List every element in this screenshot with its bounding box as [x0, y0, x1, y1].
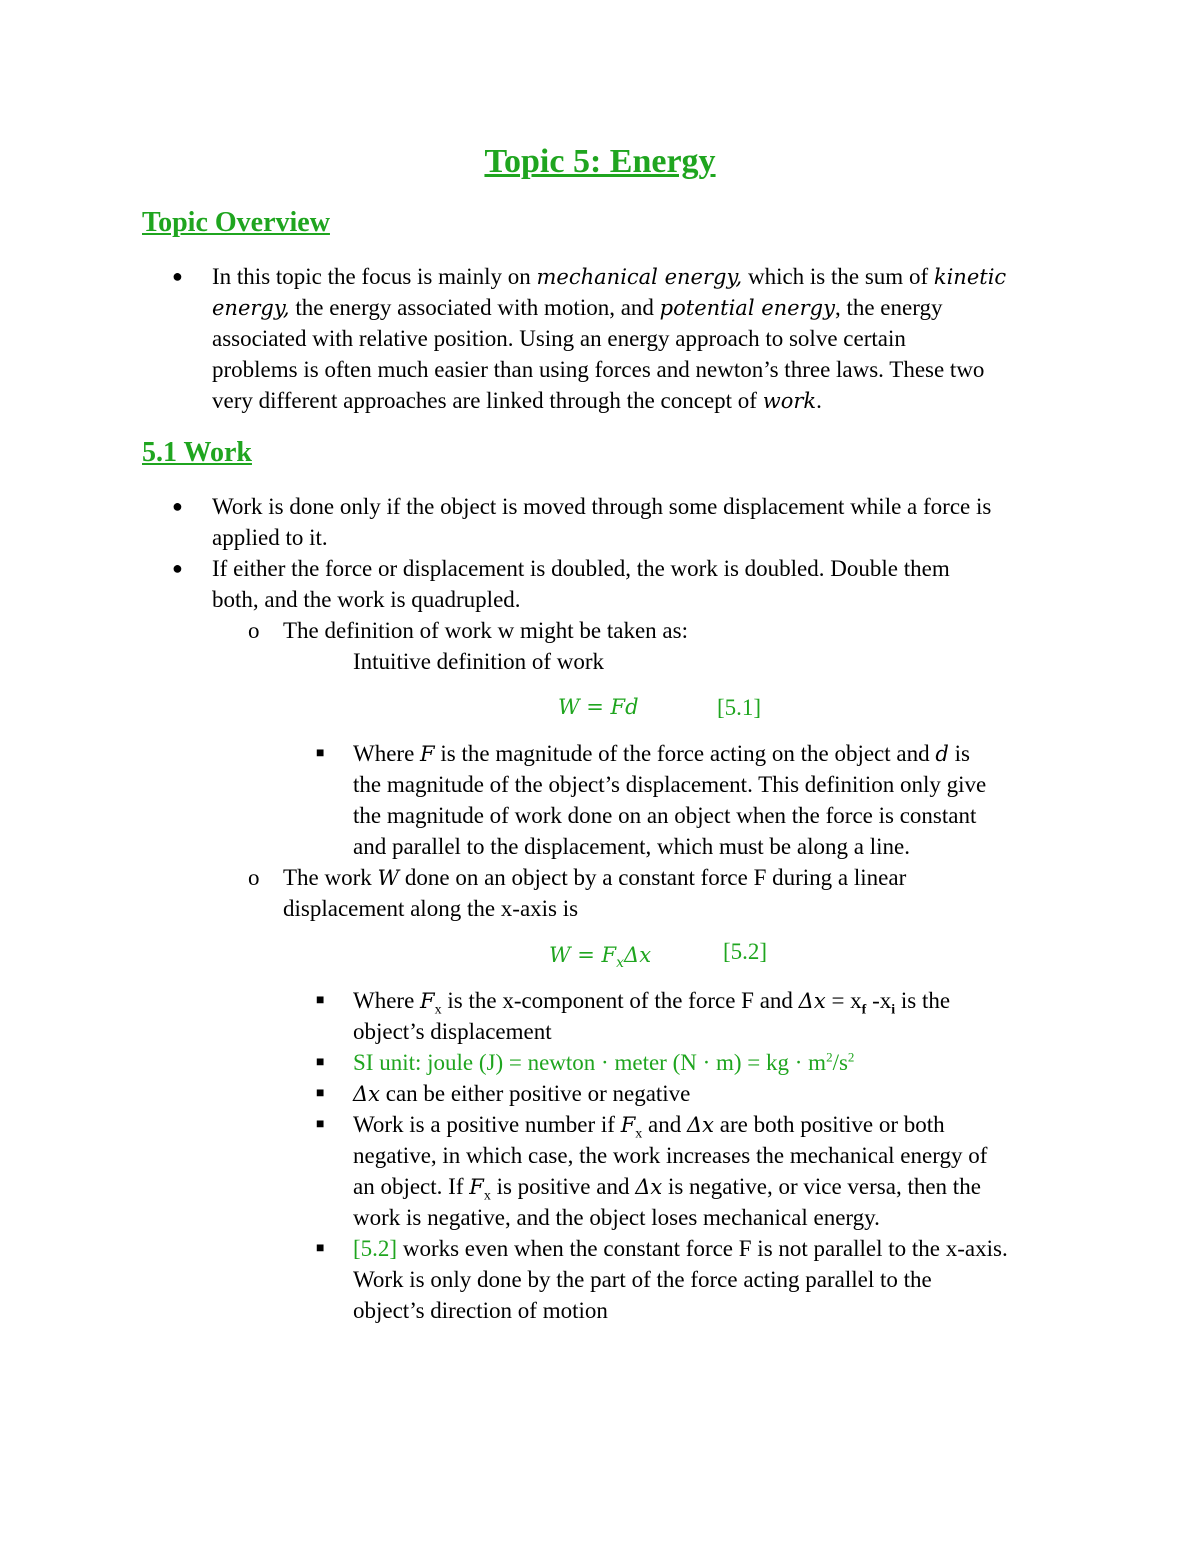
overview-line-1: In this topic the focus is mainly on mechanical energy, which is the sum of kinetic	[212, 264, 1007, 289]
equation-number-5-2: [5.2]	[723, 939, 768, 964]
equation-number-5-1: [5.1]	[717, 695, 762, 720]
where-fx-line-1: Where $F_x$ is the x-component of the force F and $\Delta x = x_f$ $-x_i$ is the	[353, 988, 951, 1018]
where-f-line-3: the magnitude of work done on an object when the force is constant	[353, 803, 977, 828]
definition-line-1: The definition of work w might be taken as:	[283, 618, 688, 643]
work-bullet-1-line-2: applied to it.	[212, 525, 328, 550]
page-title: Topic 5: Energy	[484, 143, 716, 180]
bullet-icon: ●	[172, 266, 183, 286]
work-bullet-1-line-1: Work is done only if the object is moved through some displacement while a force is	[212, 494, 992, 519]
square-bullet-icon: ■	[316, 1055, 325, 1070]
equation-reference-5-2[interactable]: [5.2]	[353, 1236, 398, 1261]
circle-bullet-icon: o	[248, 865, 260, 890]
overview-line-2: energy, the energy associated with motion, and potential energy, the energy	[212, 295, 943, 320]
square-bullet-icon: ■	[316, 1241, 325, 1256]
positive-work-line-3: an object. If $F_x$ is positive and Δx is negative, or vice versa, then the	[353, 1174, 981, 1204]
delta-x-line: Δx can be either positive or negative	[353, 1081, 691, 1106]
square-bullet-icon: ■	[316, 1086, 325, 1101]
square-bullet-icon: ■	[316, 993, 325, 1008]
where-f-line-2: the magnitude of the object’s displacement. This definition only give	[353, 772, 987, 797]
bullet-icon: ●	[172, 558, 183, 578]
positive-work-line-2: negative, in which case, the work increases the mechanical energy of	[353, 1143, 988, 1168]
overview-line-4: problems is often much easier than using forces and newton’s three laws. These two	[212, 357, 985, 382]
positive-work-line-4: work is negative, and the object loses mechanical energy.	[353, 1205, 880, 1230]
square-bullet-icon: ■	[316, 746, 325, 761]
constant-force-line-2: displacement along the x-axis is	[283, 896, 579, 921]
where-fx-line-2: object’s displacement	[353, 1019, 552, 1044]
circle-bullet-icon: o	[248, 618, 260, 643]
overview-line-3: associated with relative position. Using an energy approach to solve certain	[212, 326, 906, 351]
equation-5-2: $W = F_x\Delta x$	[549, 943, 652, 972]
square-bullet-icon: ■	[316, 1117, 325, 1132]
where-f-line-4: and parallel to the displacement, which must be along a line.	[353, 834, 910, 859]
definition-line-2: Intuitive definition of work	[353, 649, 605, 674]
section-heading-overview: Topic Overview	[142, 207, 330, 238]
work-bullet-2-line-1: If either the force or displacement is doubled, the work is doubled. Double them	[212, 556, 950, 581]
bullet-icon: ●	[172, 496, 183, 516]
where-f-line-1: Where F is the magnitude of the force acting on the object and d is	[353, 741, 970, 766]
overview-line-5: very different approaches are linked through the concept of work.	[212, 388, 822, 413]
not-parallel-line-2: Work is only done by the part of the force acting parallel to the	[353, 1267, 932, 1292]
section-heading-work: 5.1 Work	[142, 437, 252, 468]
si-unit-line: SI unit: joule (J) = newton · meter (N · m) = kg · $m^2/s^2$	[353, 1049, 855, 1075]
not-parallel-line-3: object’s direction of motion	[353, 1298, 608, 1323]
work-bullet-2-line-2: both, and the work is quadrupled.	[212, 587, 521, 612]
not-parallel-line-1: [5.2] works even when the constant force F is not parallel to the x-axis.	[353, 1236, 1008, 1261]
equation-5-1: W = Fd	[558, 695, 639, 719]
positive-work-line-1: Work is a positive number if $F_x$ and Δx are both positive or both	[353, 1112, 945, 1142]
constant-force-line-1: The work W done on an object by a constant force F during a linear	[283, 865, 907, 890]
